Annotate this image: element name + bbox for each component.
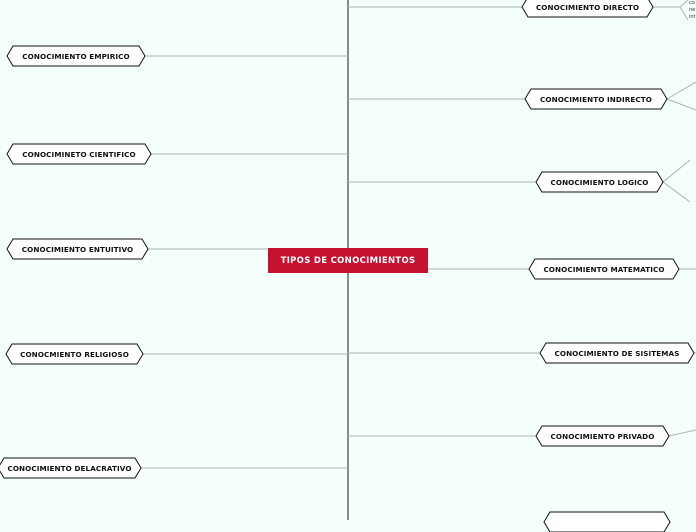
side-note <box>689 0 696 21</box>
topic-label: CONOCIMIENTO INDIRECTO <box>540 94 652 104</box>
topic-conocimiento-de-sisitemas[interactable] <box>540 343 694 363</box>
topic-label: CONOCMIENTO RELIGIOSO <box>20 349 129 359</box>
topic-label: CONOCIMIENTO DE SISITEMAS <box>554 348 680 358</box>
topic-label: CONOCIMIENTO DIRECTO <box>535 2 640 12</box>
topic-label: CONOCIMIENTO EMPIRICO <box>22 51 130 61</box>
topic-label: CONOCIMIENTO DELACRATIVO <box>7 463 132 473</box>
right-branches <box>348 0 696 436</box>
side-note-line: co <box>689 0 695 6</box>
topic-conocimineto-cientifico[interactable] <box>7 144 151 164</box>
topic-label: CONOCIMIENTO ENTUITIVO <box>21 244 134 254</box>
topic-label: CONOCIMIENTO MATEMATICO <box>543 264 665 274</box>
topic-conocmiento-religioso[interactable] <box>6 344 143 364</box>
central-topic[interactable] <box>268 248 428 273</box>
topic-conocimiento-directo[interactable] <box>522 0 653 17</box>
topic-conocimiento-indirecto[interactable] <box>525 89 667 109</box>
topic-label: CONOCIMIENTO PRIVADO <box>550 431 655 441</box>
topic-conocimiento-entuitivo[interactable] <box>7 239 148 259</box>
topic-label: CONOCIMIENTO LOGICO <box>550 177 649 187</box>
side-note-line: ne <box>689 7 696 13</box>
topic-conocimiento-logico[interactable] <box>536 172 663 192</box>
side-note-line: int <box>689 14 696 20</box>
node-outline <box>544 512 670 532</box>
topic-label: CONOCIMINETO CIENTIFICO <box>22 149 136 159</box>
central-topic-label: TIPOS DE CONOCIMIENTOS <box>280 255 416 266</box>
topic-conocimiento-empirico[interactable] <box>7 46 145 66</box>
topic-conocimiento-delacrativo[interactable] <box>0 458 141 478</box>
topic-conocimiento-matematico[interactable] <box>529 259 679 279</box>
topic-conocimiento-privado[interactable] <box>536 426 669 446</box>
topic-cropped-bottom[interactable] <box>544 512 670 532</box>
